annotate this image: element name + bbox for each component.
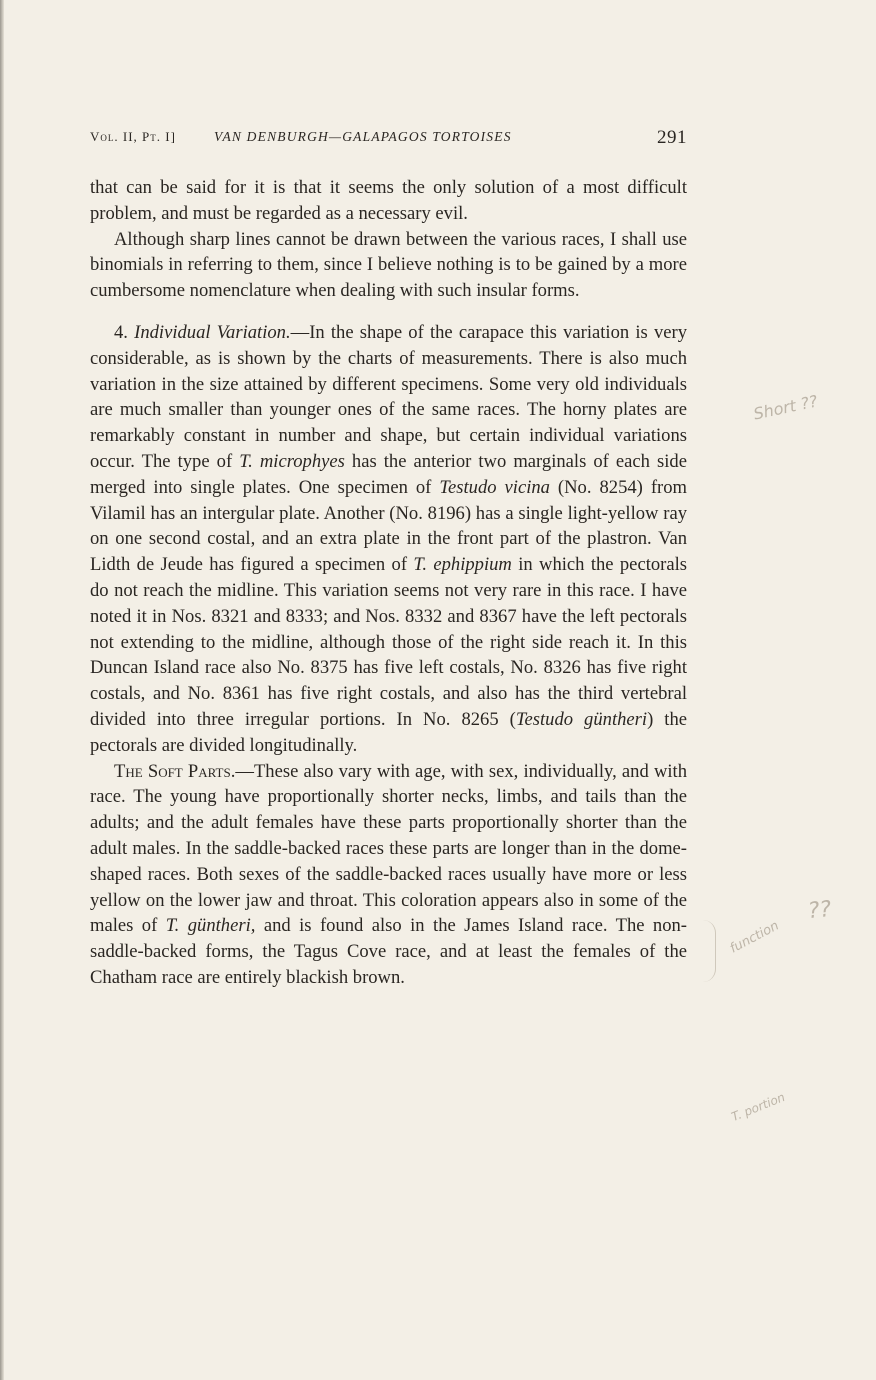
species-name: T. microphyes [239,450,345,472]
volume-label: Vol. II, Pt. I] [90,129,176,144]
section-number: 4. [114,321,128,343]
margin-note-4: T. portion [729,1089,787,1125]
article-title: VAN DENBURGH—GALAPAGOS TORTOISES [214,129,512,144]
species-name: Testudo vicina [439,476,550,498]
section-heading: Individual Variation. [134,321,291,343]
body-text [90,175,687,991]
paragraph-individual-variation [90,320,687,759]
margin-note-1: Short ?? [751,391,820,424]
text-run: (No. 8254) from Vilamil has an intergular plate. Another (No. 8196) has a single light-yellow ray on one second costal, and an extra plate in the front part of the plastron. Van Lidth de Jeude has figured a specimen of [90,476,687,576]
species-name: T. ephippium [413,554,512,576]
text-run: —In the shape of the carapace this variation is very considerable, as is shown by the charts of measurements. There is also much variation in the size attained by different specimens. Some very old individuals are much smaller than younger ones of the same races. The horny plates are remarkably constant in number and shape, but certain individual variations occur. The type of [90,321,687,472]
species-name: T. güntheri, [165,915,256,937]
paragraph-soft-parts [90,759,687,991]
text-run: and is found also in the James Island race. The non-saddle-backed forms, the Tagus Cove race, and at least the females of the Chatham race are entirely blackish brown. [90,915,688,988]
section-heading: The Soft Parts. [114,760,236,782]
margin-note-2: ?? [806,896,833,925]
text-run: has the anterior two marginals of each side merged into single plates. One specimen of [90,450,687,498]
page-edge [0,0,4,1380]
margin-note-3: function [727,918,782,957]
text-run: in which the pectorals do not reach the midline. This variation seems not very rare in this race. I have noted it in Nos. 8321 and 8333; and Nos. 8332 and 8367 have the left pectorals not extending to the midline, although those of the right side reach it. In this Duncan Island race also No. 8375 has five left costals, No. 8326 has five right costals, and No. 8361 has five right costals, and also has the third vertebral divided into three irregular portions. In No. 8265 ( [90,554,688,730]
paragraph-2: Although sharp lines cannot be drawn between the various races, I shall use binomials in referring to them, since I believe nothing is to be gained by a more cumbersome nomenclature when dealing with such insular forms. [90,228,687,302]
paragraph-1: that can be said for it is that it seems the only solution of a most difficult problem, and must be regarded as a necessary evil. [90,177,687,224]
species-name: Testudo güntheri [515,708,648,730]
text-run: —These also vary with age, with sex, individually, and with race. The young have proportionally shorter necks, limbs, and tails than the adults; and the adult females have these parts proportionally shorter than the adult males. In the saddle-backed races these parts are longer than in the dome-shaped races. Both sexes of the saddle-backed races usually have more or less yellow on the lower jaw and throat. This coloration appears also in some of the males of [90,760,687,937]
margin-bracket [703,920,716,982]
text-run: ) the pectorals are divided longitudinally. [90,708,688,756]
running-head [90,124,690,154]
page-number: 291 [657,127,687,148]
